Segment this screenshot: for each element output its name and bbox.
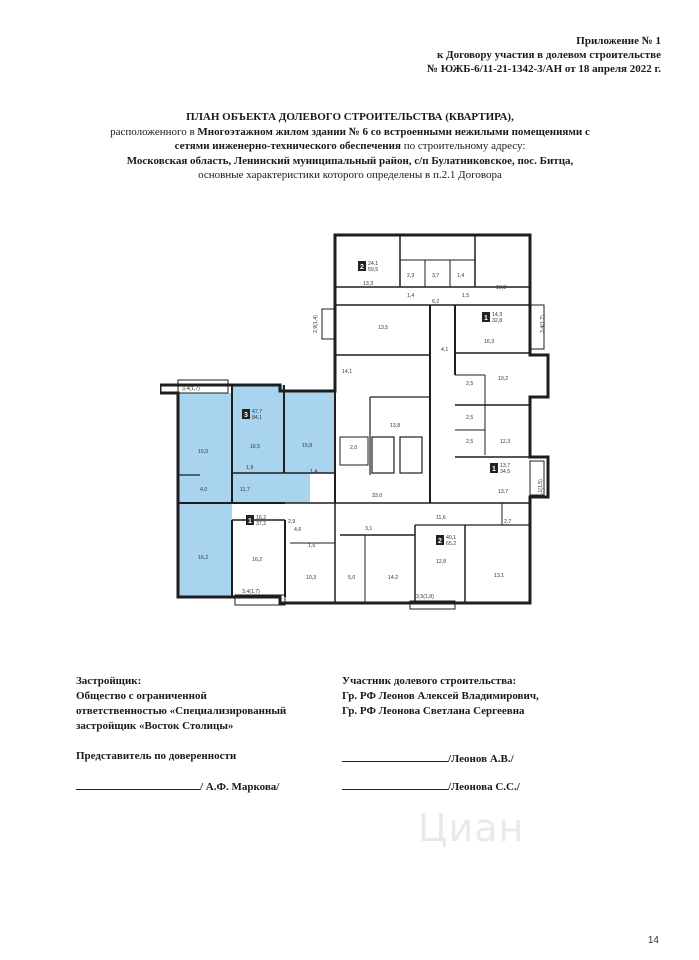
- apartment-badge-area: 14,3: [492, 312, 503, 318]
- representative-label: Представитель по доверенности: [76, 750, 237, 762]
- room-area-label: 11,6: [436, 515, 446, 521]
- apartment-badge-area: 32,8: [492, 318, 503, 324]
- room-area-label: 2,9: [288, 519, 296, 525]
- signature-name: /Леонов А.В./: [448, 753, 514, 765]
- signature-name: / А.Ф. Маркова/: [200, 781, 280, 793]
- room-area-label: 4,6: [294, 527, 302, 533]
- apartment-badge-area: 37,2: [256, 521, 267, 527]
- room-area-label: 13,7: [498, 489, 509, 495]
- room-area-label: 16,3: [484, 339, 495, 345]
- room-area-label: 10,8: [496, 285, 507, 291]
- room-area-label: 10,3: [306, 575, 317, 581]
- annex-header: [427, 34, 661, 76]
- developer-name-line-1: Общество с ограниченной: [76, 690, 207, 702]
- room-area-label: 3,4(1,7): [540, 315, 546, 333]
- apartment-badge-area: 40,1: [446, 535, 457, 541]
- room-area-label: 2,5: [466, 381, 474, 387]
- room-area-label: 10,2: [498, 376, 509, 382]
- signature-underline: [342, 750, 448, 762]
- room-area-label: 2,0: [350, 445, 358, 451]
- heading-address: Московская область, Ленинский муниципальный район, с/п Булатниковское, пос. Битца,: [126, 154, 574, 167]
- room-area-label: 16,2: [252, 557, 263, 563]
- room-area-label: 4,0: [200, 487, 208, 493]
- apartment-badge-rooms: 2: [438, 538, 442, 545]
- room-area-label: 13,8: [390, 423, 401, 429]
- developer-block: [76, 674, 286, 734]
- room-area-label: 3,4(1,7): [242, 589, 260, 595]
- signature-underline: [342, 778, 448, 790]
- apartment-badge-area: 16,2: [256, 515, 267, 521]
- room-area-label: 13,5: [378, 325, 389, 331]
- annex-contract-ref: к Договору участия в долевом строительстве: [436, 49, 661, 61]
- apartment-badge-rooms: 1: [248, 518, 252, 525]
- developer-label: Застройщик:: [76, 675, 142, 687]
- heading-line-3b: по строительному адресу:: [400, 140, 526, 152]
- highlight-rect: [232, 385, 284, 473]
- apartment-badge-rooms: 3: [244, 412, 248, 419]
- room-area-label: 15,8: [302, 443, 313, 449]
- heading-line-5: основные характеристики которого определены в п.2.1 Договора: [198, 169, 502, 181]
- developer-name-line-2: ответственностью «Специализированный: [76, 705, 287, 717]
- room-area-label: 11,7: [240, 487, 250, 493]
- heading-line-2: [40, 125, 660, 140]
- developer-name-line-3: застройщик «Восток Столицы»: [76, 720, 234, 732]
- room-area-label: 2,7: [504, 519, 512, 525]
- plan-title: ПЛАН ОБЪЕКТА ДОЛЕВОГО СТРОИТЕЛЬСТВА (КВАРТИРА),: [186, 111, 514, 123]
- highlight-rect: [284, 391, 336, 473]
- room-area-label: 12,3: [500, 439, 511, 445]
- apartment-badge-rooms: 1: [492, 466, 496, 473]
- room-area-label: 3,7: [432, 273, 440, 279]
- room-area-label: 1,9: [246, 465, 254, 471]
- room-area-label: 2,3: [407, 273, 415, 279]
- room-area-label: 4,1: [441, 347, 449, 353]
- room-area-label: 33,0: [372, 493, 383, 499]
- stair-block: [340, 437, 368, 465]
- participant-block: [342, 674, 539, 719]
- participant-name-2: Гр. РФ Леонова Светлана Сергеевна: [342, 705, 525, 717]
- elevator-shaft: [400, 437, 422, 473]
- apartment-badge-rooms: 1: [484, 315, 488, 322]
- room-area-label: 2,5: [466, 415, 474, 421]
- heading-line-3: [40, 139, 660, 154]
- room-area-label: 12,8: [436, 559, 447, 565]
- room-area-label: 13,3: [363, 281, 374, 287]
- heading-line-2a: расположенного в: [110, 125, 198, 138]
- room-area-label: 2,5: [466, 439, 474, 445]
- apartment-badge-area: 65,2: [446, 541, 457, 547]
- room-area-label: 3,1: [365, 526, 373, 532]
- annex-contract-number: № ЮЖБ-6/11-21-1342-3/АН от 18 апреля 2022 г.: [426, 63, 661, 75]
- room-area-label: 6,2: [432, 299, 440, 305]
- watermark: Циан: [418, 806, 525, 850]
- signature-underline: [76, 778, 200, 790]
- annex-number: Приложение № 1: [576, 35, 661, 47]
- room-area-label: 16,5: [250, 444, 261, 450]
- heading-line-2b: Многоэтажном жилом здании № 6 со встроенными нежилыми помещениями с: [197, 125, 590, 138]
- apartment-badge-area: 84,1: [252, 415, 263, 421]
- elevator-shaft: [372, 437, 394, 473]
- plan-heading: [40, 110, 660, 183]
- room-area-label: 16,2: [198, 555, 209, 561]
- signature-name: /Леонова С.С./: [448, 781, 520, 793]
- room-area-label: 3,4(1,7): [182, 386, 200, 392]
- apartment-badge-area: 24,1: [368, 261, 379, 267]
- room-area-label: 3,5(1,8): [416, 594, 434, 600]
- highlight-rect: [178, 503, 232, 598]
- apartment-badge-area: 34,5: [500, 469, 511, 475]
- balcony: [322, 309, 335, 339]
- room-area-label: 1,5: [462, 293, 470, 299]
- heading-line-3a: сетями инженерно-технического обеспечения: [174, 140, 401, 152]
- participant-name-1: Гр. РФ Леонов Алексей Владимирович,: [342, 690, 539, 702]
- apartment-badge-rooms: 2: [360, 264, 364, 271]
- signature-line-developer: [76, 778, 279, 793]
- signature-line-participant-1: [342, 750, 514, 765]
- room-area-label: 1,5: [308, 543, 316, 549]
- apartment-badge-area: 59,5: [368, 267, 379, 273]
- page-number: 14: [647, 935, 659, 946]
- room-area-label: 3,1(1,5): [538, 479, 544, 497]
- room-area-label: 1,4: [407, 293, 415, 299]
- room-area-label: 1,4: [310, 469, 318, 475]
- floor-plan: [160, 225, 555, 610]
- floor-plan-svg: [160, 225, 555, 610]
- room-area-label: 13,1: [494, 573, 505, 579]
- apartment-badge-area: 13,7: [500, 463, 511, 469]
- room-area-label: 15,0: [198, 449, 209, 455]
- room-area-label: 1,4: [457, 273, 465, 279]
- apartment-badge-area: 47,7: [252, 409, 263, 415]
- room-area-label: 2,9(1,4): [313, 315, 319, 333]
- participant-label: Участник долевого строительства:: [342, 675, 517, 687]
- room-area-label: 14,1: [342, 369, 353, 375]
- room-area-label: 5,0: [348, 575, 356, 581]
- room-area-label: 14,2: [388, 575, 399, 581]
- signature-line-participant-2: [342, 778, 520, 793]
